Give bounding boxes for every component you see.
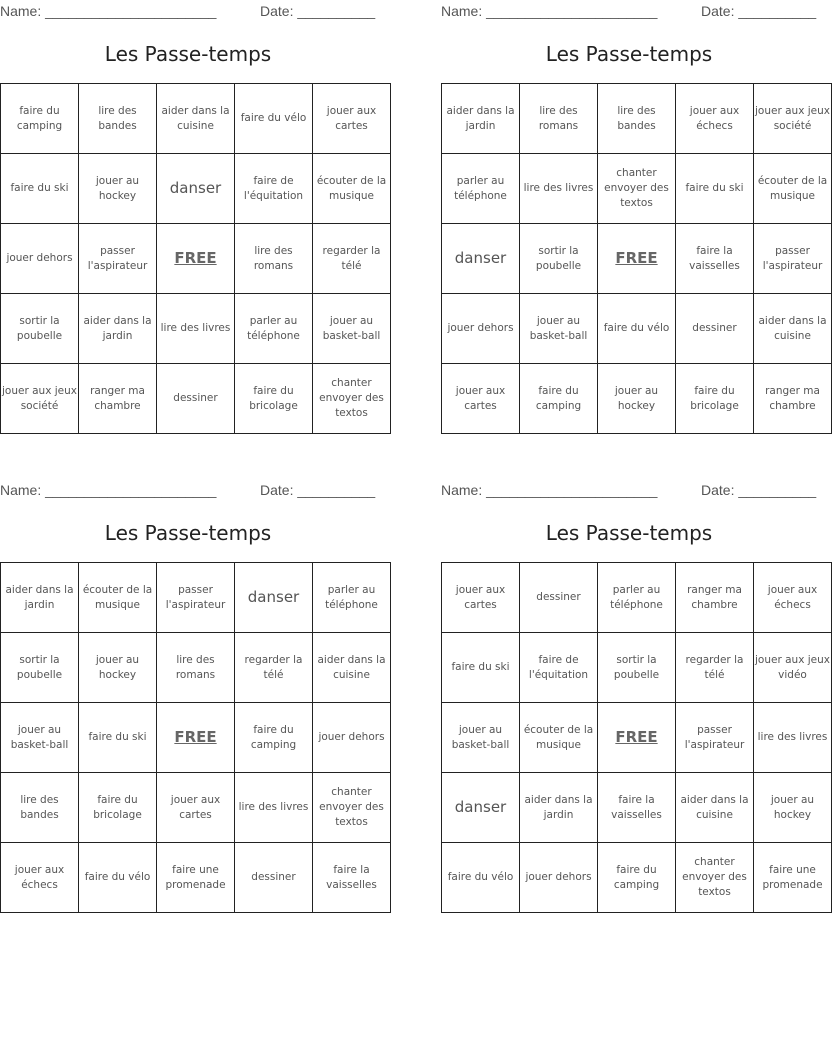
- card-title: Les Passe-temps: [545, 42, 713, 66]
- bingo-cell: écouter de la musique: [754, 154, 832, 224]
- bingo-cell: danser: [235, 563, 313, 633]
- date-field: Date: __________: [260, 482, 376, 498]
- bingo-cell: faire du bricolage: [79, 773, 157, 843]
- bingo-cell: écouter de la musique: [520, 703, 598, 773]
- bingo-cell: parler au téléphone: [313, 563, 391, 633]
- bingo-card: [441, 479, 830, 919]
- bingo-cell: aider dans la jardin: [79, 294, 157, 364]
- bingo-cell: lire des livres: [754, 703, 832, 773]
- bingo-cell: regarder la télé: [676, 633, 754, 703]
- bingo-cell: faire la vaisselles: [676, 224, 754, 294]
- card-title: Les Passe-temps: [104, 521, 272, 545]
- grid-row: [442, 843, 832, 913]
- bingo-cell: sortir la poubelle: [520, 224, 598, 294]
- card-title: Les Passe-temps: [104, 42, 272, 66]
- date-field: Date: __________: [260, 3, 376, 19]
- bingo-cell: faire du vélo: [79, 843, 157, 913]
- bingo-cell: jouer au basket-ball: [1, 703, 79, 773]
- bingo-cell: faire du bricolage: [676, 364, 754, 434]
- bingo-cell: aider dans la cuisine: [157, 84, 235, 154]
- bingo-cell: lire des bandes: [598, 84, 676, 154]
- grid-row: [1, 154, 391, 224]
- card-title: Les Passe-temps: [545, 521, 713, 545]
- bingo-cell: dessiner: [520, 563, 598, 633]
- bingo-cell: faire du vélo: [235, 84, 313, 154]
- grid-row: [442, 154, 832, 224]
- bingo-cell: danser: [157, 154, 235, 224]
- grid-row: [442, 364, 832, 434]
- bingo-cell: jouer au hockey: [79, 154, 157, 224]
- bingo-cell: écouter de la musique: [79, 563, 157, 633]
- bingo-cell: chanter envoyer des textos: [676, 843, 754, 913]
- bingo-cell: jouer aux cartes: [157, 773, 235, 843]
- grid-row: [442, 633, 832, 703]
- bingo-cell: ranger ma chambre: [676, 563, 754, 633]
- grid-row: [1, 84, 391, 154]
- bingo-cell: jouer au basket-ball: [442, 703, 520, 773]
- free-space: FREE: [598, 224, 676, 294]
- bingo-cell: jouer au hockey: [754, 773, 832, 843]
- bingo-cell: passer l'aspirateur: [79, 224, 157, 294]
- bingo-cell: sortir la poubelle: [598, 633, 676, 703]
- name-field: Name: ______________________: [441, 482, 658, 498]
- grid-row: [442, 703, 832, 773]
- free-space: FREE: [157, 703, 235, 773]
- grid-row: [442, 84, 832, 154]
- bingo-cell: passer l'aspirateur: [754, 224, 832, 294]
- bingo-cell: jouer aux cartes: [313, 84, 391, 154]
- grid-row: [442, 224, 832, 294]
- bingo-cell: lire des romans: [235, 224, 313, 294]
- bingo-cell: aider dans la jardin: [1, 563, 79, 633]
- bingo-cell: jouer au basket-ball: [520, 294, 598, 364]
- bingo-cell: jouer aux échecs: [676, 84, 754, 154]
- bingo-cell: aider dans la jardin: [520, 773, 598, 843]
- name-field: Name: ______________________: [441, 3, 658, 19]
- date-field: Date: __________: [701, 482, 817, 498]
- bingo-cell: faire du camping: [598, 843, 676, 913]
- bingo-card: [441, 0, 830, 440]
- bingo-grid: [441, 83, 832, 434]
- bingo-cell: faire une promenade: [157, 843, 235, 913]
- bingo-cell: jouer au basket-ball: [313, 294, 391, 364]
- bingo-cell: parler au téléphone: [598, 563, 676, 633]
- bingo-cell: jouer aux échecs: [1, 843, 79, 913]
- bingo-cell: faire la vaisselles: [598, 773, 676, 843]
- bingo-cell: lire des bandes: [1, 773, 79, 843]
- grid-row: [442, 773, 832, 843]
- bingo-cell: faire du ski: [676, 154, 754, 224]
- bingo-cell: chanter envoyer des textos: [598, 154, 676, 224]
- bingo-cell: faire de l'équitation: [520, 633, 598, 703]
- bingo-cell: passer l'aspirateur: [676, 703, 754, 773]
- bingo-cell: faire du vélo: [442, 843, 520, 913]
- bingo-cell: aider dans la cuisine: [313, 633, 391, 703]
- grid-row: [1, 843, 391, 913]
- bingo-grid: [441, 562, 832, 913]
- bingo-cell: jouer dehors: [442, 294, 520, 364]
- bingo-cell: lire des livres: [235, 773, 313, 843]
- bingo-cell: jouer au hockey: [598, 364, 676, 434]
- bingo-cell: jouer dehors: [313, 703, 391, 773]
- grid-row: [1, 633, 391, 703]
- bingo-cell: regarder la télé: [313, 224, 391, 294]
- bingo-cell: jouer aux jeux société: [754, 84, 832, 154]
- name-field: Name: ______________________: [0, 482, 217, 498]
- grid-row: [1, 563, 391, 633]
- bingo-cell: sortir la poubelle: [1, 294, 79, 364]
- bingo-cell: danser: [442, 773, 520, 843]
- bingo-cell: faire du camping: [235, 703, 313, 773]
- bingo-cell: jouer aux cartes: [442, 364, 520, 434]
- bingo-cell: aider dans la cuisine: [676, 773, 754, 843]
- bingo-cell: lire des romans: [157, 633, 235, 703]
- bingo-cell: faire du ski: [79, 703, 157, 773]
- bingo-cell: aider dans la cuisine: [754, 294, 832, 364]
- bingo-cell: dessiner: [676, 294, 754, 364]
- bingo-grid: [0, 83, 391, 434]
- bingo-cell: passer l'aspirateur: [157, 563, 235, 633]
- bingo-cell: faire du camping: [520, 364, 598, 434]
- grid-row: [1, 224, 391, 294]
- bingo-cell: jouer au hockey: [79, 633, 157, 703]
- free-space: FREE: [598, 703, 676, 773]
- bingo-cell: faire du vélo: [598, 294, 676, 364]
- bingo-cell: jouer aux cartes: [442, 563, 520, 633]
- bingo-cell: écouter de la musique: [313, 154, 391, 224]
- bingo-cell: faire du ski: [442, 633, 520, 703]
- bingo-card: [0, 479, 386, 919]
- bingo-cell: lire des livres: [520, 154, 598, 224]
- bingo-grid: [0, 562, 391, 913]
- bingo-cell: faire du ski: [1, 154, 79, 224]
- name-field: Name: ______________________: [0, 3, 217, 19]
- bingo-card: [0, 0, 387, 440]
- bingo-cell: faire la vaisselles: [313, 843, 391, 913]
- bingo-cell: chanter envoyer des textos: [313, 773, 391, 843]
- bingo-cell: ranger ma chambre: [79, 364, 157, 434]
- bingo-cell: ranger ma chambre: [754, 364, 832, 434]
- bingo-cell: faire une promenade: [754, 843, 832, 913]
- bingo-cell: dessiner: [235, 843, 313, 913]
- bingo-cell: jouer aux jeux vidéo: [754, 633, 832, 703]
- bingo-cell: jouer aux jeux société: [1, 364, 79, 434]
- bingo-cell: faire du camping: [1, 84, 79, 154]
- bingo-cell: faire du bricolage: [235, 364, 313, 434]
- bingo-cell: lire des romans: [520, 84, 598, 154]
- bingo-cell: sortir la poubelle: [1, 633, 79, 703]
- bingo-cell: jouer dehors: [1, 224, 79, 294]
- grid-row: [442, 563, 832, 633]
- grid-row: [1, 364, 391, 434]
- bingo-cell: dessiner: [157, 364, 235, 434]
- bingo-cell: jouer dehors: [520, 843, 598, 913]
- bingo-cell: faire de l'équitation: [235, 154, 313, 224]
- bingo-cell: danser: [442, 224, 520, 294]
- bingo-cell: aider dans la jardin: [442, 84, 520, 154]
- bingo-cell: jouer aux échecs: [754, 563, 832, 633]
- free-space: FREE: [157, 224, 235, 294]
- bingo-cell: regarder la télé: [235, 633, 313, 703]
- bingo-cell: parler au téléphone: [442, 154, 520, 224]
- date-field: Date: __________: [701, 3, 817, 19]
- bingo-cell: chanter envoyer des textos: [313, 364, 391, 434]
- grid-row: [1, 294, 391, 364]
- grid-row: [442, 294, 832, 364]
- grid-row: [1, 703, 391, 773]
- bingo-cell: parler au téléphone: [235, 294, 313, 364]
- bingo-cell: lire des livres: [157, 294, 235, 364]
- grid-row: [1, 773, 391, 843]
- bingo-cell: lire des bandes: [79, 84, 157, 154]
